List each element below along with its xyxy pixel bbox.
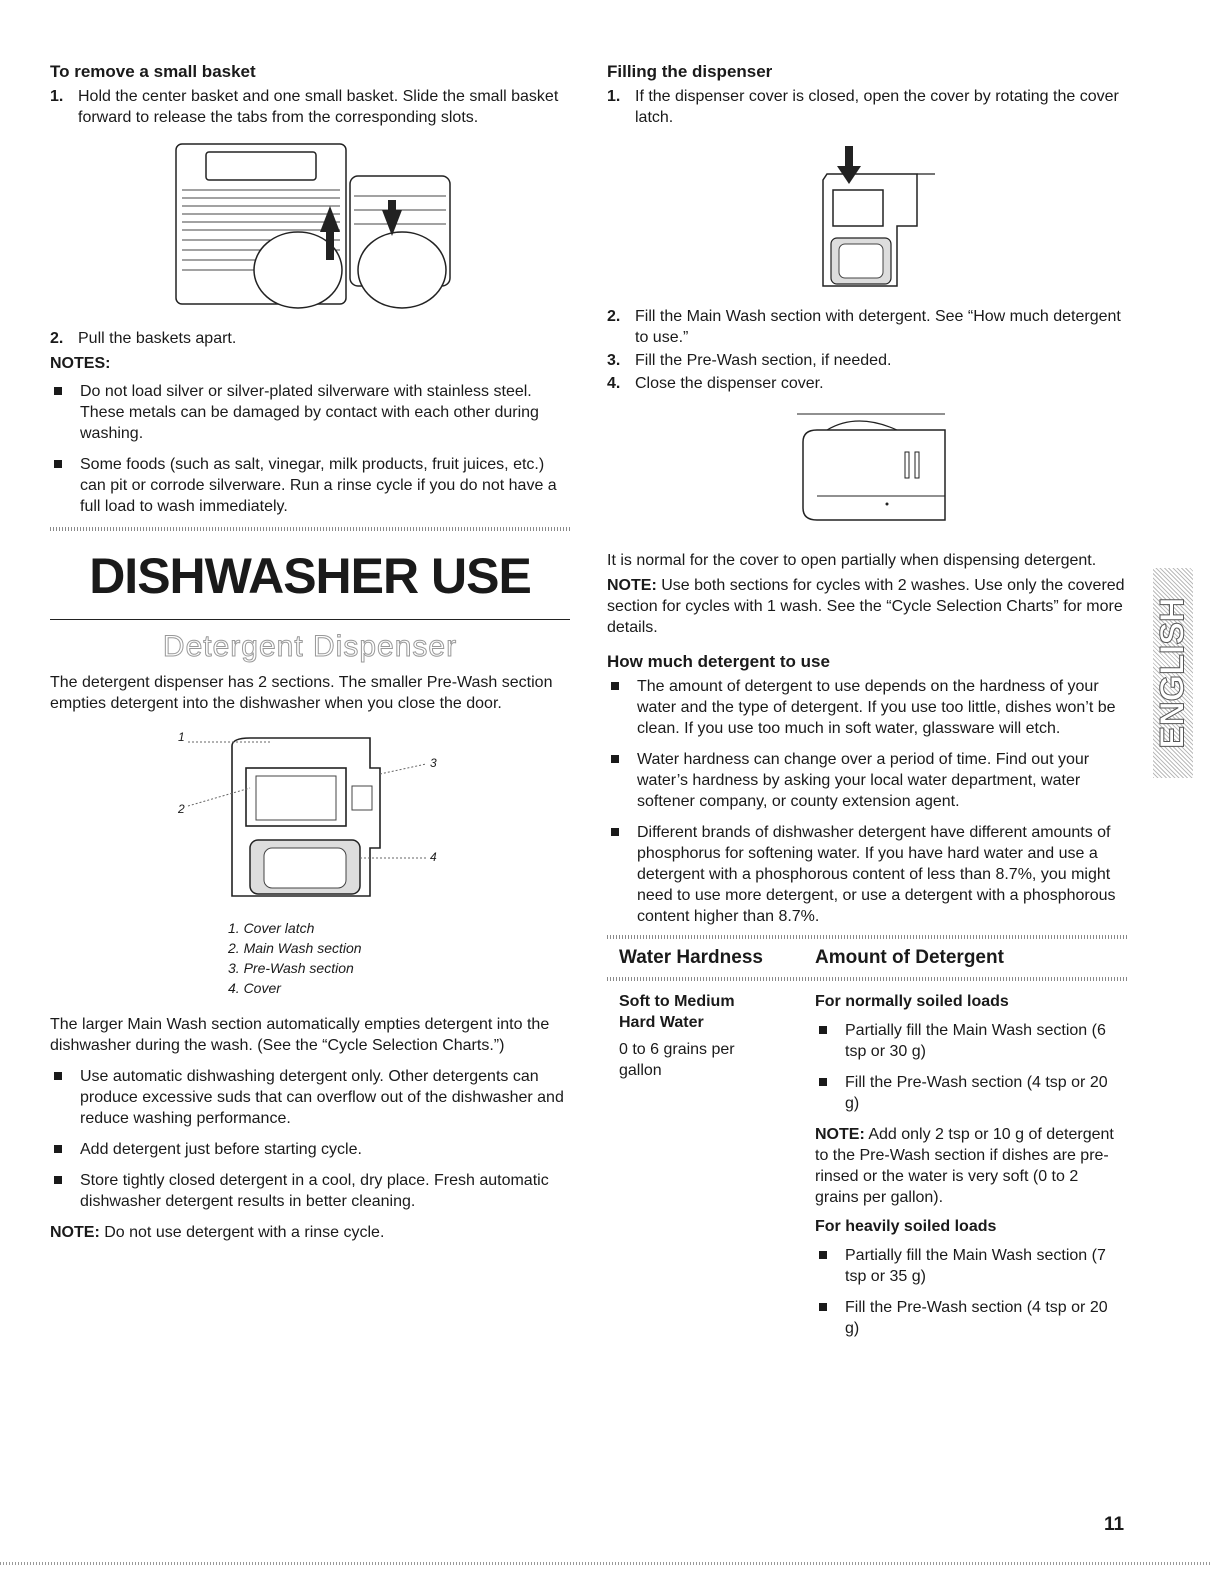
figure-captions [228,918,570,998]
list-item: Add detergent just before starting cycle. [50,1139,570,1160]
caption-item: 3. Pre-Wash section [228,960,354,976]
caption-item: 1. Cover latch [228,920,315,936]
bullet-icon [54,387,62,395]
right-column [607,62,1129,1349]
table-header [607,939,1129,977]
list-item: Use automatic dishwashing detergent only. Other detergents can produce excessive suds that can overflow out of the dishwasher and reduce washing performance. [50,1066,570,1129]
dispenser-illustration [180,728,450,908]
how-much-heading: How much detergent to use [607,652,830,671]
left-column [50,62,570,1243]
hardness-cell [619,991,815,1349]
bullet-icon [819,1026,827,1034]
bullet-icon [819,1078,827,1086]
subsection-title: Detergent Dispenser [162,630,458,663]
closed-cover-illustration [797,412,957,532]
section-title: DISHWASHER USE [89,548,531,604]
list-item: Partially fill the Main Wash section (6 tsp or 30 g) [815,1020,1125,1062]
bullet-icon [611,755,619,763]
bullet-icon [54,460,62,468]
callout-2: 2 [178,802,185,816]
normal-text: It is normal for the cover to open partially when dispensing detergent. [607,552,1097,569]
filling-heading: Filling the dispenser [607,62,773,81]
sections-note: NOTE: Use both sections for cycles with 2 washes. Use only the covered section for cycles with 1 wash. See the “Cycle Selection Charts” for more details. [607,577,1125,636]
heavy-loads-list [815,1245,1125,1339]
column-header-amount: Amount of Detergent [815,947,1004,968]
divider [50,619,570,620]
remove-steps-cont [50,328,570,349]
language-tab-label: ENGLISH [1153,597,1192,749]
caption-item: 2. Main Wash section [228,940,362,956]
bullet-icon [54,1145,62,1153]
normal-loads-list [815,1020,1125,1114]
dispenser-intro: The detergent dispenser has 2 sections. The smaller Pre-Wash section empties detergent into the dishwasher when you close the door. [50,674,553,712]
step-item: 4. Close the dispenser cover. [607,375,824,392]
bullet-icon [611,682,619,690]
bullet-icon [54,1072,62,1080]
bullet-icon [819,1303,827,1311]
bullet-icon [54,1176,62,1184]
table-row [607,991,1129,1349]
list-item: The amount of detergent to use depends on the hardness of your water and the type of detergent. If you use too little, dishes won’t be clean. If you use too much in soft water, glassware will etch. [607,676,1129,739]
open-cover-illustration [817,146,937,296]
filling-steps [607,86,1129,128]
list-item: Different brands of dishwasher detergent have different amounts of phosphorus for softening water. If you have hard water and use a detergent with a phosphorous content of less than 8.7%, you might need to use more detergent, or use a detergent with a phosphorous content higher than 8.7%. [607,822,1129,927]
list-item: Partially fill the Main Wash section (7 tsp or 35 g) [815,1245,1125,1287]
remove-basket-heading: To remove a small basket [50,62,256,81]
table-header-rule [607,977,1129,981]
callout-3: 3 [430,756,437,770]
callout-1: 1 [178,730,185,744]
list-item: Store tightly closed detergent in a cool, dry place. Fresh automatic dishwasher detergent results in better cleaning. [50,1170,570,1212]
hardness-label: Soft to Medium Hard Water [619,993,735,1031]
list-item: Do not load silver or silver-plated silverware with stainless steel. These metals can be damaged by contact with each other during washing. [50,381,570,444]
divider [50,527,570,531]
rinse-note: NOTE: Do not use detergent with a rinse cycle. [50,1224,385,1241]
notes-list [50,381,570,517]
how-much-bullets [607,676,1129,927]
step-item: 2. Fill the Main Wash section with detergent. See “How much detergent to use.” [607,308,1121,346]
remove-steps [50,86,570,128]
pre-rinse-note: NOTE: Add only 2 tsp or 10 g of detergent to the Pre-Wash section if dishes are pre-rinsed or the water is very soft (0 to 2 grains per gallon). [815,1126,1114,1206]
page-number: 11 [1104,1514,1125,1535]
heavy-loads-heading: For heavily soiled loads [815,1218,997,1235]
bullet-icon [819,1251,827,1259]
filling-steps-cont [607,306,1129,394]
list-item: Fill the Pre-Wash section (4 tsp or 20 g) [815,1072,1125,1114]
bottom-border [0,1562,1211,1565]
step-item: 1. If the dispenser cover is closed, open the cover by rotating the cover latch. [607,88,1119,126]
list-item: Water hardness can change over a period of time. Find out your water’s hardness by asking your local water department, water softener company, or county extension agent. [607,749,1129,812]
main-wash-text: The larger Main Wash section automatically empties detergent into the dishwasher during the wash. (See the “Cycle Selection Charts.”) [50,1016,550,1054]
notes-label: NOTES: [50,355,111,372]
caption-item: 4. Cover [228,980,281,996]
list-item: Fill the Pre-Wash section (4 tsp or 20 g) [815,1297,1125,1339]
list-item: Some foods (such as salt, vinegar, milk products, fruit juices, etc.) can pit or corrode silverware. Run a rinse cycle if you do not have a full load to wash immediately. [50,454,570,517]
bullet-icon [611,828,619,836]
hardness-range: 0 to 6 grains per gallon [619,1041,735,1079]
column-header-hardness: Water Hardness [619,947,763,968]
language-tab [1153,568,1193,778]
normal-loads-heading: For normally soiled loads [815,993,1009,1010]
step-item: 2. Pull the baskets apart. [50,330,237,347]
basket-illustration [170,140,460,320]
dispenser-bullets [50,1066,570,1212]
step-item: 3. Fill the Pre-Wash section, if needed. [607,352,892,369]
callout-4: 4 [430,850,437,864]
amount-cell [815,991,1125,1349]
step-item: 1. Hold the center basket and one small basket. Slide the small basket forward to release the tabs from the corresponding slots. [50,88,559,126]
